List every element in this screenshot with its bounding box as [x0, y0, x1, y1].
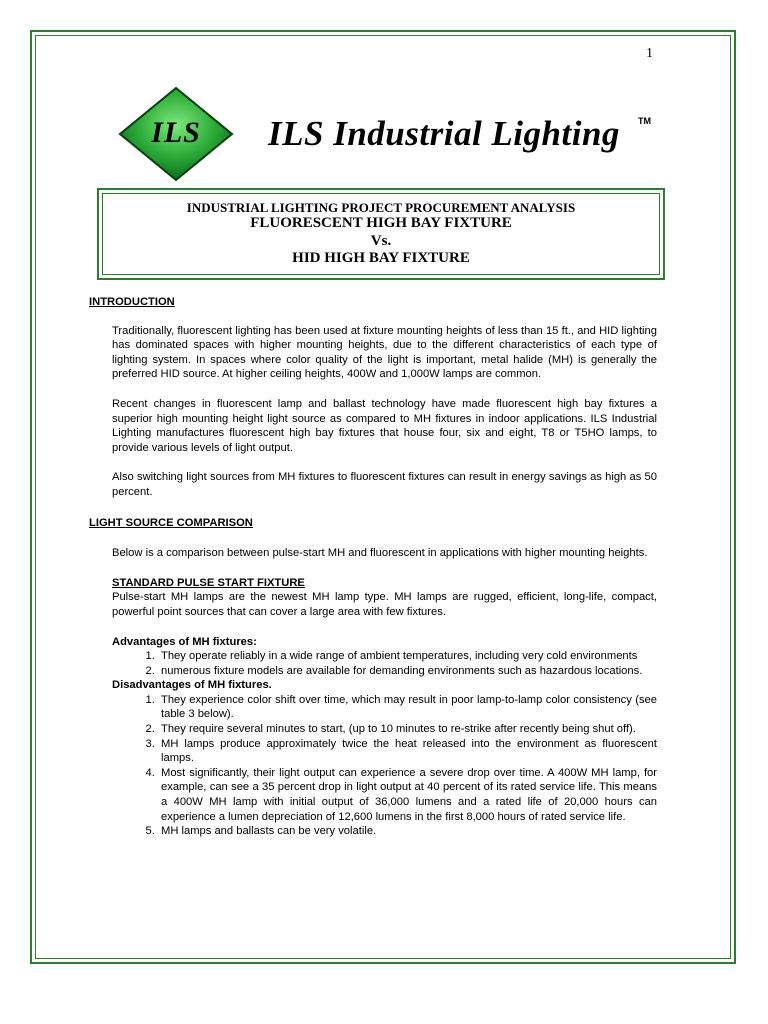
logo-text: ILS [151, 116, 201, 149]
title-line-1: INDUSTRIAL LIGHTING PROJECT PROCUREMENT ANALYSIS [186, 200, 576, 216]
list-item: 2. numerous fixture models are available for demanding environments such as hazardous locations. [158, 664, 657, 679]
intro-paragraph-1: Traditionally, fluorescent lighting has been used at fixture mounting heights of less than 15 ft., and HID lighting has dominated spaces with higher mounting heights, due to the different characteristics of each type of lighting system. In spaces where color quality of the light is important, metal halide (MH) is generally the preferred HID source. At higher ceiling heights, 400W and 1,000W lamps are common. [112, 324, 657, 381]
list-item: 2. They require several minutes to start, (up to 10 minutes to re-strike after recently being shut off). [158, 722, 657, 737]
title-line-2: FLUORESCENT HIGH BAY FIXTURE [250, 215, 512, 232]
advantages-list [89, 649, 657, 678]
advantages-label: Advantages of MH fixtures: [112, 635, 257, 648]
list-item: 4. Most significantly, their light output can experience a severe drop over time. A 400W MH lamp, for example, can see a 35 percent drop in light output at 40 percent of its rated service life. This means a 400W MH lamp with initial output of 36,000 lumens and a rated life of 20,000 hours can experience a lumen depreciation of 12,600 lumens in the first 8,000 hours of rated service life. [158, 766, 657, 824]
title-box [102, 193, 660, 275]
intro-paragraph-3: Also switching light sources from MH fixtures to fluorescent fixtures can result in energy savings as high as 50 percent. [112, 471, 657, 498]
disadvantages-label: Disadvantages of MH fixtures. [112, 679, 272, 692]
list-item: 5. MH lamps and ballasts can be very volatile. [158, 824, 657, 839]
document-body [89, 295, 657, 839]
page-number: 1 [646, 46, 653, 61]
company-name: ILS Industrial Lighting [268, 114, 620, 153]
title-line-3: Vs. [370, 232, 392, 249]
introduction-heading: INTRODUCTION [89, 296, 175, 308]
title-line-4: HID HIGH BAY FIXTURE [292, 250, 470, 267]
light-source-heading: LIGHT SOURCE COMPARISON [89, 516, 253, 529]
trademark-mark: TM [638, 116, 651, 126]
intro-paragraph-2: Recent changes in fluorescent lamp and ballast technology have made fluorescent high bay fixtures a superior high mounting height light source as compared to MH fixtures in indoor applications. ILS Industrial Lighting manufactures fluorescent high bay fixtures that house four, six and eight, T8 or T5HO lamps, to provide various levels of light output. [112, 397, 657, 454]
pulse-start-text: Pulse-start MH lamps are the newest MH lamp type. MH lamps are rugged, efficient, long-life, compact, powerful point sources that can cover a large area with few fixtures. [112, 591, 657, 618]
pulse-start-heading: STANDARD PULSE START FIXTURE [112, 576, 305, 589]
list-item: 1. They experience color shift over time, which may result in poor lamp-to-lamp color consistency (see table 3 below). [158, 693, 657, 722]
list-item: 1. They operate reliably in a wide range of ambient temperatures, including very cold environments [158, 649, 657, 664]
disadvantages-list [89, 693, 657, 839]
light-source-intro: Below is a comparison between pulse-start MH and fluorescent in applications with higher mounting heights. [112, 547, 648, 560]
list-item: 3. MH lamps produce approximately twice the heat released into the environment as fluorescent lamps. [158, 737, 657, 766]
